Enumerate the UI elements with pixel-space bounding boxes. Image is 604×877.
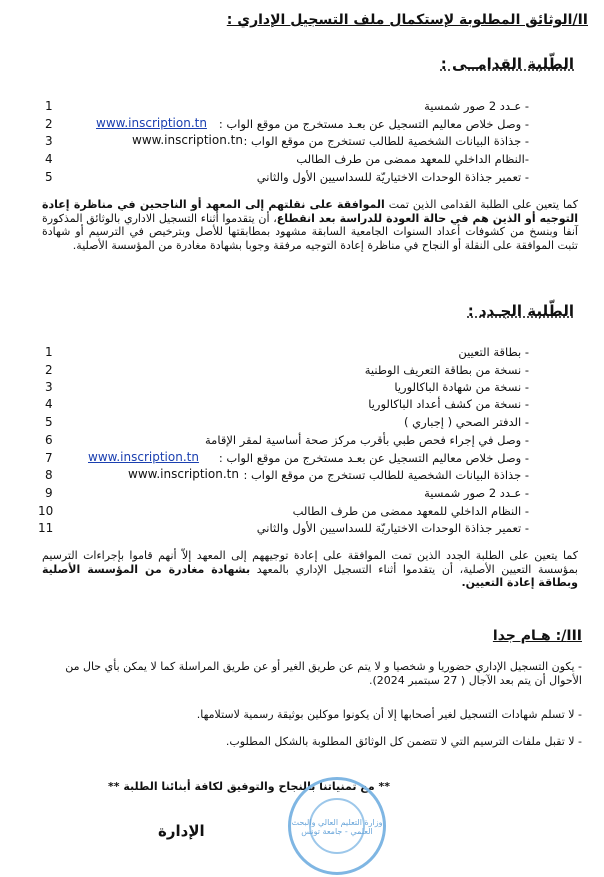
- list-number: 9: [45, 486, 53, 500]
- list-item-text: - وصل خلاص معاليم التسجيل عن بعـد مستخرج من موقع الواب :: [218, 117, 529, 131]
- list-number: 1: [45, 99, 53, 113]
- list-number: 2: [45, 363, 53, 377]
- list-item: - عـدد 2 صور شمسية: [424, 99, 529, 113]
- list-number: 5: [45, 170, 53, 184]
- inscription-link[interactable]: www.inscription.tn: [88, 450, 199, 464]
- list-number: 5: [45, 415, 53, 429]
- new-students-note: [42, 549, 578, 590]
- old-students-note: [42, 198, 578, 252]
- list-number: 7: [45, 451, 53, 465]
- note-text: ، أن يتقدموا أثناء التسجيل الاداري بالوثائق المذكورة آنفا وبنسخ من كشوفات أعداد السنوات الجامعية السابقة مشهود بمطابقتها للأصل وبترخيص في الترسيم أو شهادة تثبت الموافقة على النقلة أو النجاح في مناظرة إعادة التوجيه مرفقة وجوبا بشهادة مغادرة من المؤسسة الأصلية.: [42, 211, 578, 252]
- note-text: كما يتعين على الطلبة القدامى الذين تمت: [384, 198, 579, 211]
- list-number: 1: [45, 345, 53, 359]
- list-number: 10: [38, 504, 54, 518]
- list-item: - الدفتر الصحي ( إجباري ): [404, 415, 529, 429]
- old-students-title: الطّلبة القدامــى :: [440, 55, 574, 73]
- list-number: 3: [45, 380, 53, 394]
- note-bold-text: الموافقة على نقلتهم إلى المعهد أو الناجحين في مناظرة إعادة التوجيه أو الذين هم في حالة العودة للدراسة بعد انقطاع: [42, 198, 578, 225]
- closing-wishes: ** مع تمنياتنا بالنجاح والتوفيق لكافة أبنائنا الطلبة **: [108, 780, 391, 793]
- official-stamp: [288, 777, 386, 875]
- section-2-title: II/الوثائق المطلوبة لإستكمال ملف التسجيل الإداري :: [226, 12, 588, 28]
- list-item: - بطاقة التعيين: [458, 345, 529, 359]
- list-number: 4: [45, 397, 53, 411]
- list-number: 2: [45, 117, 53, 131]
- list-item: - جذاذة البيانات الشخصية للطالب تستخرج من موقع الواب :: [243, 468, 529, 482]
- list-item: -النظام الداخلي للمعهد ممضى من طرف الطالب: [296, 152, 529, 166]
- inscription-url: www.inscription.tn: [132, 133, 243, 147]
- list-number: 3: [45, 134, 53, 148]
- list-item: - عـدد 2 صور شمسية: [424, 486, 529, 500]
- list-number: 6: [45, 433, 53, 447]
- note-bold-text: بشهادة مغادرة من المؤسسة الأصلية وبطاقة إعادة التعيين.: [42, 562, 578, 589]
- list-item: - تعمير جذاذة الوحدات الاختياريّة للسداسيين الأول والثاني: [256, 170, 529, 184]
- list-item: - وصل خلاص معاليم التسجيل عن بعـد مستخرج من موقع الواب :: [218, 451, 529, 465]
- note-text: كما يتعين على الطلبة الجدد الذين تمت الموافقة على إعادة توجيههم إلى المعهد إلاّ أنهم قاموا بإجراءات الترسيم بمؤسسة التعيين الأصلية، أن يتقدموا أثناء التسجيل الإداري بالمعهد: [42, 549, 578, 576]
- inscription-url: www.inscription.tn: [128, 467, 239, 481]
- list-item: - نسخة من شهادة الباكالوريا: [394, 380, 529, 394]
- list-item: - نسخة من بطاقة التعريف الوطنية: [364, 363, 529, 377]
- list-number: 11: [38, 521, 54, 535]
- important-item-2: - لا تسلم شهادات التسجيل لغير أصحابها إلا أن يكونوا موكلين بوثيقة رسمية لاستلامها.: [196, 708, 582, 721]
- list-item: [219, 117, 529, 131]
- new-students-title: الطّلبة الجـدد :: [467, 302, 574, 320]
- list-item: - تعمير جذاذة الوحدات الاختياريّة للسداسيين الأول والثاني: [256, 521, 529, 535]
- list-item: - نسخة من كشف أعداد الباكالوريا: [368, 397, 529, 411]
- list-item: - النظام الداخلي للمعهد ممضى من طرف الطالب: [292, 504, 529, 518]
- inscription-link[interactable]: www.inscription.tn: [96, 116, 207, 130]
- list-number: 4: [45, 152, 53, 166]
- important-item-3: - لا تقبل ملفات الترسيم التي لا تتضمن كل الوثائق المطلوبة بالشكل المطلوب.: [225, 735, 582, 748]
- list-item: - جذاذة البيانات الشخصية للطالب تستخرج من موقع الواب :: [243, 134, 529, 148]
- signature: الإدارة: [158, 822, 205, 840]
- stamp-text: وزارة التعليم العالي والبحث العلمي - جامعة تونس: [291, 818, 383, 836]
- important-item-1: - يكون التسجيل الإداري حضوريا و شخصيا و لا يتم عن طريق الغير أو عن طريق المراسلة كما لا يمكن بأي حال من الأحوال أن يتم بعد الآجال ( 27 سبتمبر 2024).: [65, 660, 582, 687]
- section-3-title: III/: هـام جدا: [492, 628, 582, 644]
- list-number: 8: [45, 468, 53, 482]
- list-item: - وصل في إجراء فحص طبي بأقرب مركز صحة أساسية لمقر الإقامة: [205, 433, 529, 447]
